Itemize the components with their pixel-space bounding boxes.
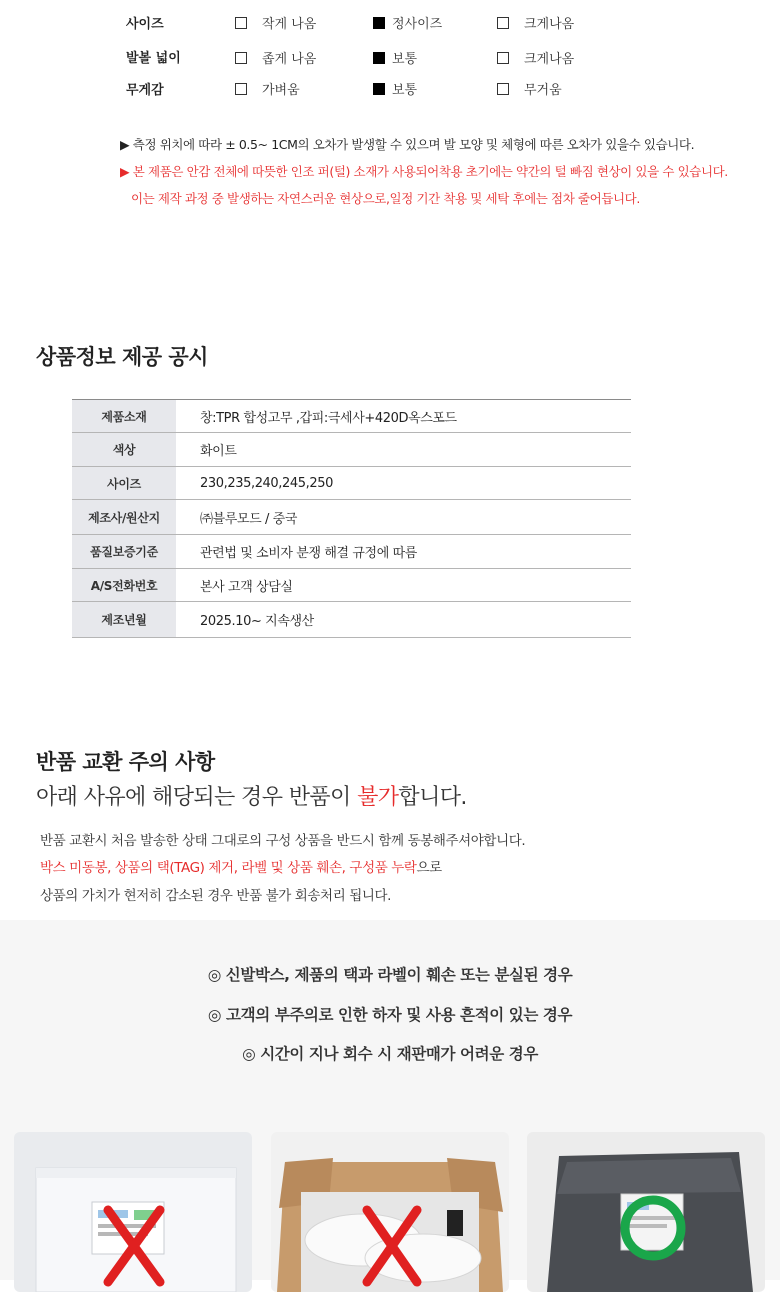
table-row <box>72 500 631 535</box>
table-row <box>72 400 631 433</box>
table-value: 본사 고객 상담실 <box>200 579 293 595</box>
fit-label-width: 발볼 넓이 <box>126 51 181 66</box>
returns-bullet-2: ◎ 고객의 부주의로 인한 하자 및 사용 흔적이 있는 경우 <box>207 1006 573 1024</box>
fit-option-selected: 정사이즈 <box>373 13 442 32</box>
fit-label-size: 사이즈 <box>126 17 164 32</box>
checkbox-empty-icon <box>235 17 247 29</box>
fit-option: 작게 나옴 <box>235 13 316 32</box>
fur-note: ▶ 본 제품은 안감 전체에 따뜻한 인조 퍼(털) 소재가 사용되어착용 초기에는 약간의 털 빠짐 현상이 있을 수 있습니다. <box>120 164 728 179</box>
checkbox-filled-icon <box>373 83 385 95</box>
table-key: 제조년월 <box>72 602 176 637</box>
table-row <box>72 602 631 638</box>
checkbox-empty-icon <box>497 52 509 64</box>
sealed-package-photo <box>527 1132 765 1292</box>
table-row <box>72 569 631 602</box>
table-value: 2025.10~ 지속생산 <box>200 614 314 629</box>
returns-title: 반품 교환 주의 사항 <box>36 750 215 774</box>
fur-note-cont: 이는 제작 과정 중 발생하는 자연스러운 현상으로,일정 기간 착용 및 세탁 후에는 점차 줄어듭니다. <box>131 191 640 206</box>
table-key: A/S전화번호 <box>72 569 176 601</box>
table-value: 230,235,240,245,250 <box>200 475 333 491</box>
table-value: 관련법 및 소비자 분쟁 해결 규정에 따름 <box>200 546 417 561</box>
table-key: 제품소재 <box>72 400 176 432</box>
table-row <box>72 467 631 500</box>
opened-box-photo <box>271 1132 509 1292</box>
table-key: 제조사/원산지 <box>72 500 176 534</box>
fit-option: 크게나옴 <box>497 13 574 32</box>
table-value: ㈜블루모드 / 중국 <box>200 511 297 527</box>
checkbox-filled-icon <box>373 52 385 64</box>
table-key: 사이즈 <box>72 467 176 499</box>
fit-option: 좁게 나옴 <box>235 48 316 67</box>
fit-label-weight: 무게감 <box>126 83 164 98</box>
returns-line-2: 박스 미동봉, 상품의 택(TAG) 제거, 라벨 및 상품 훼손, 구성품 누락으로 <box>40 860 442 876</box>
table-value: 화이트 <box>200 444 237 459</box>
fit-option: 가벼움 <box>235 79 300 98</box>
checkbox-empty-icon <box>235 83 247 95</box>
returns-bullet-3: ◎ 시간이 지나 회수 시 재판매가 어려운 경우 <box>242 1045 538 1063</box>
checkbox-empty-icon <box>497 17 509 29</box>
fit-option-selected: 보통 <box>373 48 417 67</box>
measurement-note: ▶ 측정 위치에 따라 ± 0.5~ 1CM의 오차가 발생할 수 있으며 발 모양 및 체형에 따른 오차가 있을수 있습니다. <box>120 137 695 152</box>
product-info-table <box>72 399 631 638</box>
table-key: 색상 <box>72 433 176 466</box>
fit-option-selected: 보통 <box>373 79 417 98</box>
returns-subtitle: 아래 사유에 해당되는 경우 반품이 불가합니다. <box>36 785 467 810</box>
fit-option: 무거움 <box>497 79 562 98</box>
product-info-title: 상품정보 제공 공시 <box>36 345 208 369</box>
damaged-box-photo <box>14 1132 252 1292</box>
table-value: 창:TPR 합성고무 ,갑피:극세사+420D옥스포드 <box>200 410 457 426</box>
returns-line-1: 반품 교환시 처음 발송한 상태 그대로의 구성 상품을 반드시 함께 동봉해주셔야합니다. <box>40 833 526 849</box>
table-row <box>72 433 631 467</box>
table-row <box>72 535 631 569</box>
checkbox-empty-icon <box>235 52 247 64</box>
returns-bullet-1: ◎ 신발박스, 제품의 택과 라벨이 훼손 또는 분실된 경우 <box>207 966 573 984</box>
fit-option: 크게나옴 <box>497 48 574 67</box>
checkbox-filled-icon <box>373 17 385 29</box>
returns-line-3: 상품의 가치가 현저히 감소된 경우 반품 불가 회송처리 됩니다. <box>40 888 392 904</box>
checkbox-empty-icon <box>497 83 509 95</box>
table-key: 품질보증기준 <box>72 535 176 568</box>
